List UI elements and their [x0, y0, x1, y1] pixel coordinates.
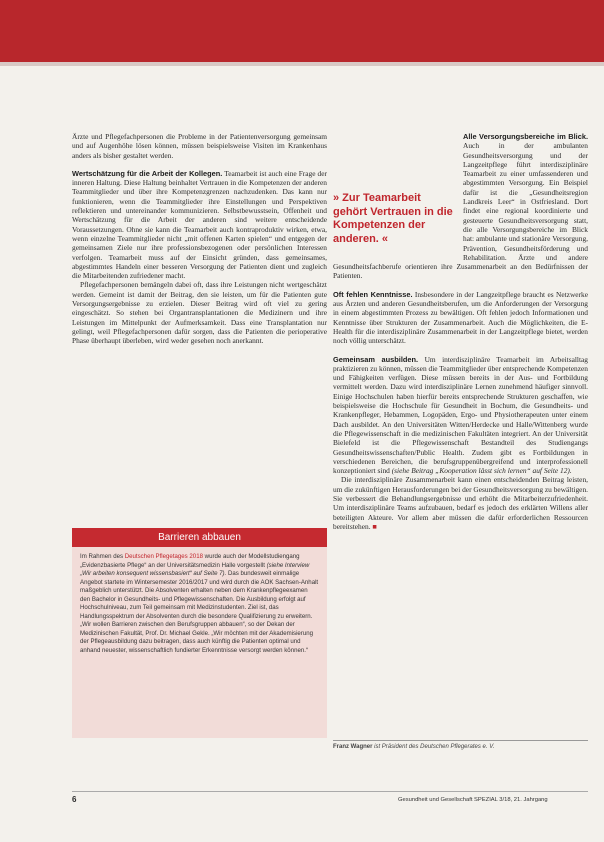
paragraph: Die interdisziplinäre Zusammenarbeit kann einen entscheidenden Beitrag leisten, um die zukünftigen Herausforderungen bei der Gesundheitsversorgung zu bewältigen. Sie verbessert die Behandlungsergebnisse und erhöht die Mitarbeiterzufriedenheit. Um interdisziplinäre Teams aufzubauen, bedarf es jedoch des erklärten Willens aller beteiligten Akteure. Vor allem aber müssen die dafür erforderlichen Ressourcen bereitstehen. ■: [333, 475, 588, 531]
journal-reference: Gesundheit und Gesellschaft SPEZIAL 3/18, 21. Jahrgang: [398, 797, 548, 803]
author-name: Franz Wagner: [333, 744, 373, 750]
info-box-text: Im Rahmen des Deutschen Pflegetages 2018 wurde auch der Modellstudiengang „Evidenzbasierte Pflege“ an der Universitätsmedizin Halle vorgestellt (siehe Interview „Wir arbeiten konsequent wissensbasiert“ auf Seite 7). Das bundesweit einmalige Angebot startete im Wintersemester 2016/2017 und wird durch die AOK Sachsen-Anhalt maßgeblich unterstützt. Die Absolventen erhalten neben dem Krankenpflegeexamen den Bachelor in Gesundheits- und Pflegewissenschaften. Die Ausbildung erfolgt auf Hochschulniveau, zum Teil gemeinsam mit Medizinstudenten. Ziel ist, das Handlungsspektrum der Absolventen durch die besondere Qualifizierung zu erweitern. „Wir wollen Barrieren zwischen den Berufsgruppen abbauen“, so der Dekan der Medizinischen Fakultät, Prof. Dr. Michael Gekle. „Wir möchten mit der Akademisierung der Pflegeausbildung dazu beitragen, dass auch künftig die Patienten optimal und anhand neuester, wissenschaftlich fundierter Erkenntnisse versorgt werden können.“: [80, 553, 319, 654]
info-box: [72, 528, 327, 738]
section-heading: Wertschätzung für die Arbeit der Kollegen.: [72, 168, 223, 178]
paragraph: Ärzte und Pflegefachpersonen die Probleme in der Patientenversorgung gemeinsam und auf Augenhöhe lösen können, müssen beispielsweise Visiten im Krankenhaus anders als bisher gestaltet werden.: [72, 132, 327, 160]
section-heading: Alle Versorgungsbereiche im Blick.: [463, 132, 588, 141]
author-role: ist Präsident des Deutschen Pflegerates e. V.: [374, 744, 495, 750]
end-mark-icon: ■: [372, 521, 377, 531]
footer-divider: [72, 791, 588, 792]
left-column: [72, 132, 327, 346]
paragraph: Wertschätzung für die Arbeit der Kollegen. Teamarbeit ist auch eine Frage der inneren Haltung. Diese Haltung beinhaltet Vertrauen in die Kompetenzen der anderen Teammitglieder und über ihre Kompetenzgrenzen nachzudenken. Das kann nur funktionieren, wenn die Teammitglieder ihre Einstellungen und Perspektiven reflektieren und untereinander kommunizieren. Selbstbewusstsein, Offenheit und Wertschätzung für die Arbeit der anderen sind weitere entscheidende Voraussetzungen. Ohne sie kann die Teamarbeit auch kontraproduktiv wirken, etwa, wenn einzelne Teammitglieder nicht „mit offenen Karten spielen“ und entgegen der gemeinsamen Ziele nur ihre professionsbezogenen oder persönlichen Interessen verfolgen. Teamarbeit muss auf der Einsicht gründen, dass gemeinsames, abgestimmtes Handeln einer besseren Versorgung der Patienten dient und zugleich die Mitarbeitenden zufriedener macht.: [72, 168, 327, 281]
header-divider: [0, 62, 604, 66]
highlight-text: Deutschen Pflegetages 2018: [124, 553, 203, 560]
right-column: [333, 132, 588, 531]
section-heading: Oft fehlen Kenntnisse.: [333, 289, 413, 299]
info-box-title: Barrieren abbauen: [72, 528, 327, 547]
pull-quote: » Zur Teamarbeit gehört Vertrauen in die Kompetenzen der anderen. «: [333, 192, 453, 245]
section-heading: Gemeinsam ausbilden.: [333, 354, 419, 364]
page-number: 6: [72, 795, 77, 804]
author-line: [333, 740, 588, 750]
paragraph: Oft fehlen Kenntnisse. Insbesondere in der Langzeitpflege braucht es Netzwerke aus Ärzten und anderen Gesundheitsberufen, um die Anforderungen der Versorgung in einem abgestimmten Prozess zu bewältigen. Oft fehlen jedoch Informationen und Kenntnisse über Strukturen der Zusammenarbeit. Auch die Möglichkeiten, die E-Health für die interdisziplinäre Zusammenarbeit in der Langzeitpflege bietet, werden noch völlig unterschätzt.: [333, 289, 588, 346]
paragraph: Gemeinsam ausbilden. Um interdisziplinäre Teamarbeit im Arbeitsalltag praktizieren zu können, müssen die Teammitglieder über entsprechende Kompetenzen und Fähigkeiten verfügen. Diese müssen bereits in der Aus- und Fortbildung vermittelt werden. Dazu wird interdisziplinäre Lernen zunehmend häufiger sinnvoll. Einige Hochschulen haben hierfür bereits entsprechende Strukturen geschaffen, wie beispielsweise die Hochschule für Gesundheit in Bochum, die Gesundheits- und Krankenpfleger, Hebammen, Logopäden, Ergo- und Physiotherapeuten unter einem Dach ausbildet. An den Universitäten Witten/Herdecke und Halle/Wittenberg wurde die Pflegewissenschaft in die medizinischen Fakultäten integriert. An der Universität Bielefeld ist die Pflegewissenschaft Bestandteil des Studiengangs Gesundheitswissenschaften/Public Health. Zudem gibt es Fortbildungen in verschiedenen Bereichen, die berufsgruppenübergreifend und interprofessionell konzeptioniert sind (siehe Beitrag „Kooperation lässt sich lernen“ auf Seite 12).: [333, 354, 588, 476]
header-bar: [0, 0, 604, 62]
paragraph: Pflegefachpersonen bemängeln dabei oft, dass ihre Leistungen nicht wertgeschätzt werden. Gemeint ist damit der Beitrag, den sie leisten, um für die Patienten gute Versorgungsergebnisse zu erzielen. Dieser Beitrag wird oft viel zu gering eingeschätzt. So stehen bei Organtransplantationen die Medizinern und ihre Leistungen im Mittelpunkt der Aufmerksamkeit. Dass eine Transplantation nur gelingt, weil Pflegefachpersonen dafür sorgen, dass die Patienten die perioperative Phase überhaupt überleben, wird weder gesehen noch anerkannt.: [72, 280, 327, 346]
paragraph: Alle Versorgungsbereiche im Blick. » Zur Teamarbeit gehört Vertrauen in die Kompetenzen der anderen. « Auch in der ambulanten Gesundheitsversorgung und der Langzeitpflege führt interdisziplinäre Teamarbeit zu einer umfassenderen und abgestimmten Versorgung. Ein Beispiel dafür ist die „Gesundheitsregion Landkreis Leer“ in Ostfriesland. Dort findet eine regional koordinierte und gesteuerte Gesundheitsversorgung statt, die alle Versorgungsbereiche im Blick hat: ambulante und stationäre Versorgung, Prävention, Gesundheitsförderung und Rehabilitation. Ärzte und andere Gesundheitsfachberufe orientieren ihre Zusammenarbeit an den Bedürfnissen der Patienten.: [333, 132, 588, 281]
